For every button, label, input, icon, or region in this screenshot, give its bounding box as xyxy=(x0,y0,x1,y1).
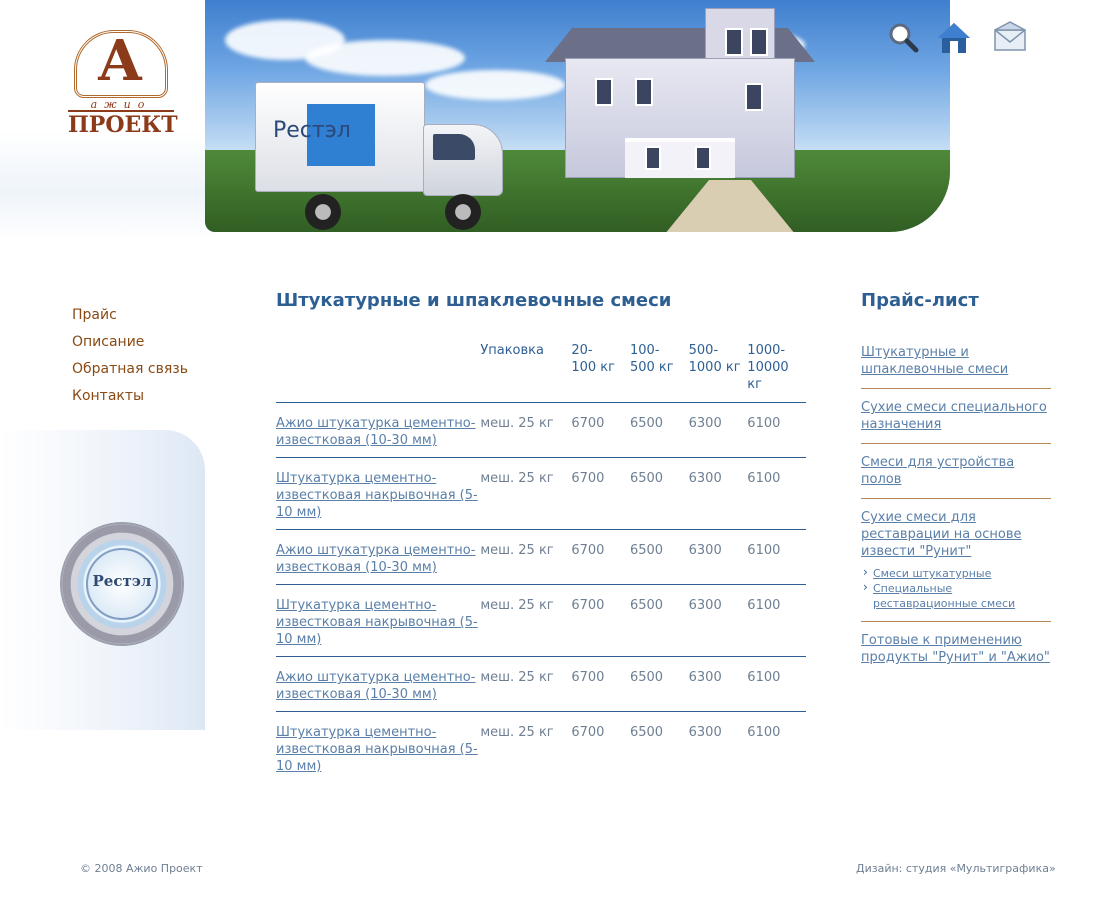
cell-price: 6300 xyxy=(689,585,748,657)
col-header-name xyxy=(276,342,480,403)
logo-letter: А xyxy=(97,28,143,94)
col-header-1000-10000: 1000- 10000 кг xyxy=(747,342,806,403)
cell-price: 6700 xyxy=(571,530,630,585)
cell-pack: меш. 25 кг xyxy=(480,585,571,657)
product-link[interactable]: Ажио штукатурка цементно-известковая (10-30 мм) xyxy=(276,416,476,448)
design-credit: Дизайн: студия «Мультиграфика» xyxy=(856,862,1056,875)
col-header-pack: Упаковка xyxy=(480,342,571,403)
page-title: Штукатурные и шпаклевочные смеси xyxy=(276,290,672,311)
cell-price: 6700 xyxy=(571,458,630,530)
cell-price: 6500 xyxy=(630,530,689,585)
table-row xyxy=(276,403,806,458)
col-header-20-100: 20- 100 кг xyxy=(571,342,630,403)
copyright-text: © 2008 Ажио Проект xyxy=(80,862,203,875)
cell-price: 6700 xyxy=(571,725,605,740)
home-icon[interactable] xyxy=(936,20,972,56)
truck-image xyxy=(255,82,515,232)
top-icons xyxy=(880,20,1040,60)
nav-feedback-link[interactable]: Обратная связь xyxy=(72,361,188,377)
table-row xyxy=(276,585,806,657)
product-link[interactable]: Ажио штукатурка цементно-известковая (10-30 мм) xyxy=(276,670,476,702)
cell-price: 6100 xyxy=(747,458,806,530)
site-logo[interactable] xyxy=(66,26,176,136)
sidebar-item xyxy=(861,399,1051,444)
nav-price-link[interactable]: Прайс xyxy=(72,307,117,323)
logo-title: ПРОЕКТ xyxy=(68,112,178,138)
sidebar-link-floors[interactable]: Смеси для устройства полов xyxy=(861,455,1015,487)
sidebar-sublink-plaster[interactable]: › Смеси штукатурные xyxy=(873,567,992,580)
header xyxy=(0,0,1100,240)
cell-price: 6500 xyxy=(630,585,689,657)
sidebar-sublink-special[interactable]: › Специальные реставрационные смеси xyxy=(873,582,1016,610)
truck-brand: Рестэл xyxy=(273,118,351,143)
mail-icon[interactable] xyxy=(992,20,1028,56)
sidebar-link-ready[interactable]: Готовые к применению продукты "Рунит" и "Ажио" xyxy=(861,633,1050,665)
col-header-100-500: 100- 500 кг xyxy=(630,342,689,403)
cell-pack: меш. 25 кг xyxy=(480,725,554,740)
cell-price: 6100 xyxy=(747,530,806,585)
house-image xyxy=(545,8,815,188)
cell-price: 6300 xyxy=(689,530,748,585)
header-banner xyxy=(205,0,950,232)
product-link[interactable]: Штукатурка цементно-известковая накрывочная (5-10 мм) xyxy=(276,598,478,647)
sidebar-link-plaster[interactable]: Штукатурные и шпаклевочные смеси xyxy=(861,345,1009,377)
cell-price: 6500 xyxy=(630,403,689,458)
cell-pack: меш. 25 кг xyxy=(480,403,571,458)
table-header-row xyxy=(276,342,806,403)
cell-price: 6300 xyxy=(688,725,722,740)
sidebar-link-restoration[interactable]: Сухие смеси для реставрации на основе извести "Рунит" xyxy=(861,510,1022,559)
logo-subtitle: ажио xyxy=(90,98,152,111)
sidebar-item xyxy=(861,454,1051,499)
product-link[interactable]: Ажио штукатурка цементно-известковая (10-30 мм) xyxy=(276,543,476,575)
cell-price: 6700 xyxy=(571,585,630,657)
cell-price: 6100 xyxy=(747,657,806,712)
cell-price: 6700 xyxy=(571,657,630,712)
col-header-500-1000: 500- 1000 кг xyxy=(689,342,748,403)
cell-pack: меш. 25 кг xyxy=(480,657,571,712)
table-row xyxy=(276,712,806,784)
cell-price: 6300 xyxy=(689,403,748,458)
cell-pack: меш. 25 кг xyxy=(480,458,571,530)
sidebar-title: Прайс-лист xyxy=(861,290,979,311)
cell-pack: меш. 25 кг xyxy=(480,530,571,585)
sidebar-link-special[interactable]: Сухие смеси специального назначения xyxy=(861,400,1047,432)
sidebar-item xyxy=(861,632,1051,676)
table-row xyxy=(276,458,806,530)
cell-price: 6500 xyxy=(630,657,689,712)
cell-price: 6100 xyxy=(747,403,806,458)
product-link[interactable]: Штукатурка цементно-известковая накрывочная (5-10 мм) xyxy=(276,471,478,520)
product-link[interactable]: Штукатурка цементно-известковая накрывочная (5-10 мм) xyxy=(276,725,478,774)
left-nav xyxy=(72,302,222,410)
table-row xyxy=(276,657,806,712)
nav-description-link[interactable]: Описание xyxy=(72,334,145,350)
cell-price: 6500 xyxy=(629,725,664,740)
brand-seal xyxy=(60,522,184,646)
price-list-menu xyxy=(861,344,1051,686)
nav-contacts-link[interactable]: Контакты xyxy=(72,388,145,404)
price-table xyxy=(276,342,806,783)
sidebar-sublist xyxy=(861,566,1051,611)
cell-price: 6100 xyxy=(747,585,806,657)
cell-price: 6300 xyxy=(689,657,748,712)
cell-price: 6300 xyxy=(689,458,748,530)
seal-label: Рестэл xyxy=(92,572,152,590)
table-row xyxy=(276,530,806,585)
cell-price: 6700 xyxy=(571,403,630,458)
cell-price: 6100 xyxy=(747,725,781,740)
search-icon[interactable] xyxy=(886,20,922,56)
sidebar-item xyxy=(861,509,1051,622)
sidebar-item xyxy=(861,344,1051,389)
cell-price: 6500 xyxy=(630,458,689,530)
